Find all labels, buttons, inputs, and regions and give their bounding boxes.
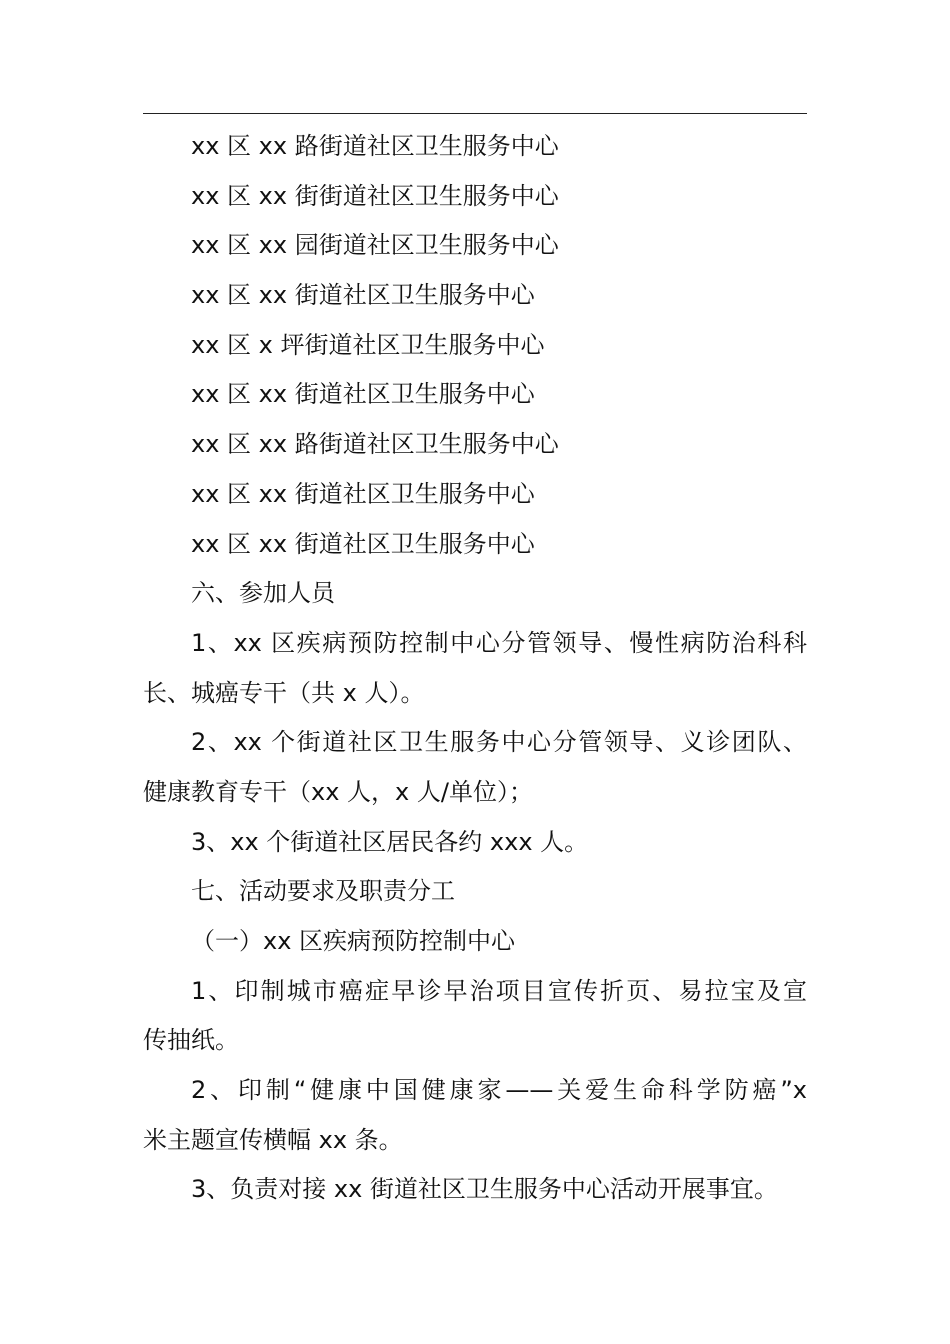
participant-item-3: 3、xx 个街道社区居民各约 xxx 人。 (191, 827, 589, 856)
subsection-heading-cdc: （一）xx 区疾病预防控制中心 (191, 927, 516, 955)
participant-item-2-continued: 健康教育专干（xx 人，x 人/单位）； (143, 777, 533, 806)
section-heading-participants: 六、参加人员 (191, 579, 335, 608)
center-list-item: xx 区 xx 园街道社区卫生服务中心 (191, 231, 559, 260)
header-rule (143, 113, 807, 114)
center-list-item: xx 区 xx 街道社区卫生服务中心 (191, 479, 535, 508)
duty-item-1: 1、印制城市癌症早诊早治项目宣传折页、易拉宝及宣 (191, 976, 807, 1005)
section-heading-requirements: 七、活动要求及职责分工 (191, 877, 455, 906)
center-list-item: xx 区 xx 街道社区卫生服务中心 (191, 529, 535, 558)
center-list-item: xx 区 x 坪街道社区卫生服务中心 (191, 330, 545, 359)
duty-item-3: 3、负责对接 xx 街道社区卫生服务中心活动开展事宜。 (191, 1175, 778, 1204)
center-list-item: xx 区 xx 街道社区卫生服务中心 (191, 380, 535, 409)
center-list-item: xx 区 xx 路街道社区卫生服务中心 (191, 132, 559, 160)
participant-item-1-continued: 长、城癌专干（共 x 人）。 (143, 678, 425, 707)
duty-item-2-continued: 米主题宣传横幅 xx 条。 (143, 1125, 403, 1154)
duty-item-2: 2、印制“健康中国健康家——关爱生命科学防癌”x (191, 1076, 807, 1105)
duty-item-1-continued: 传抽纸。 (143, 1026, 239, 1055)
participant-item-1: 1、xx 区疾病预防控制中心分管领导、慢性病防治科科 (191, 628, 807, 657)
participant-item-2: 2、xx 个街道社区卫生服务中心分管领导、义诊团队、 (191, 728, 807, 757)
center-list-item: xx 区 xx 街街道社区卫生服务中心 (191, 181, 559, 210)
center-list-item: xx 区 xx 路街道社区卫生服务中心 (191, 430, 559, 459)
document-body (143, 122, 807, 1215)
center-list-item: xx 区 xx 街道社区卫生服务中心 (191, 281, 535, 310)
